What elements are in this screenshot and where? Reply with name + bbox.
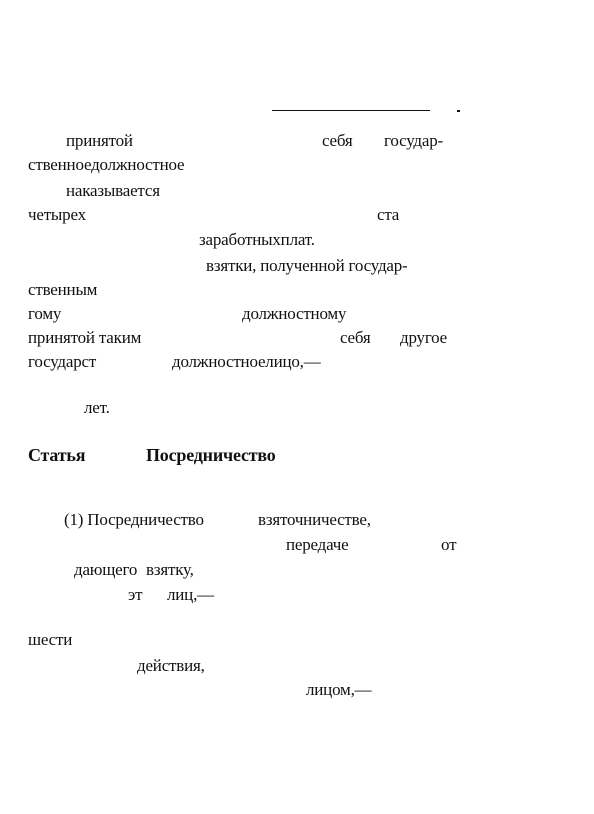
text-fragment: наказывается	[66, 181, 160, 200]
top-mark	[457, 110, 460, 112]
text-fragment: себя	[340, 328, 371, 347]
text-fragment: лиц,—	[167, 585, 214, 604]
text-fragment: эт	[128, 585, 143, 604]
text-fragment: четырех	[28, 205, 86, 224]
text-fragment: от	[441, 535, 457, 554]
text-fragment: себя	[322, 131, 353, 150]
text-fragment: принятой	[66, 131, 133, 150]
text-fragment: лицом,—	[306, 680, 372, 699]
text-fragment: должностноелицо,—	[172, 352, 321, 371]
text-fragment: лет.	[84, 398, 110, 417]
text-fragment: ста	[377, 205, 400, 224]
text-fragment: государст	[28, 352, 97, 371]
text-fragment: действия,	[137, 656, 205, 675]
text-fragment: передаче	[286, 535, 349, 554]
article-title: Посредничество	[146, 445, 276, 465]
text-fragment: заработныхплат.	[199, 230, 315, 249]
text-fragment: принятой таким	[28, 328, 142, 347]
text-fragment: ственным	[28, 280, 98, 299]
top-rule	[272, 110, 430, 111]
text-fragment: ственноедолжностное	[28, 155, 185, 174]
text-fragment: государ-	[384, 131, 443, 150]
text-fragment: взятки, полученной государ-	[206, 256, 408, 275]
text-fragment: шести	[28, 630, 73, 649]
text-fragment: гому	[28, 304, 62, 323]
text-fragment: должностному	[242, 304, 347, 323]
text-fragment: (1) Посредничество	[64, 510, 204, 529]
text-fragment: взятку,	[146, 560, 194, 579]
text-fragment: дающего	[74, 560, 138, 579]
article-label: Статья	[28, 445, 86, 465]
text-fragment: взяточничестве,	[258, 510, 371, 529]
text-fragment: другое	[400, 328, 448, 347]
